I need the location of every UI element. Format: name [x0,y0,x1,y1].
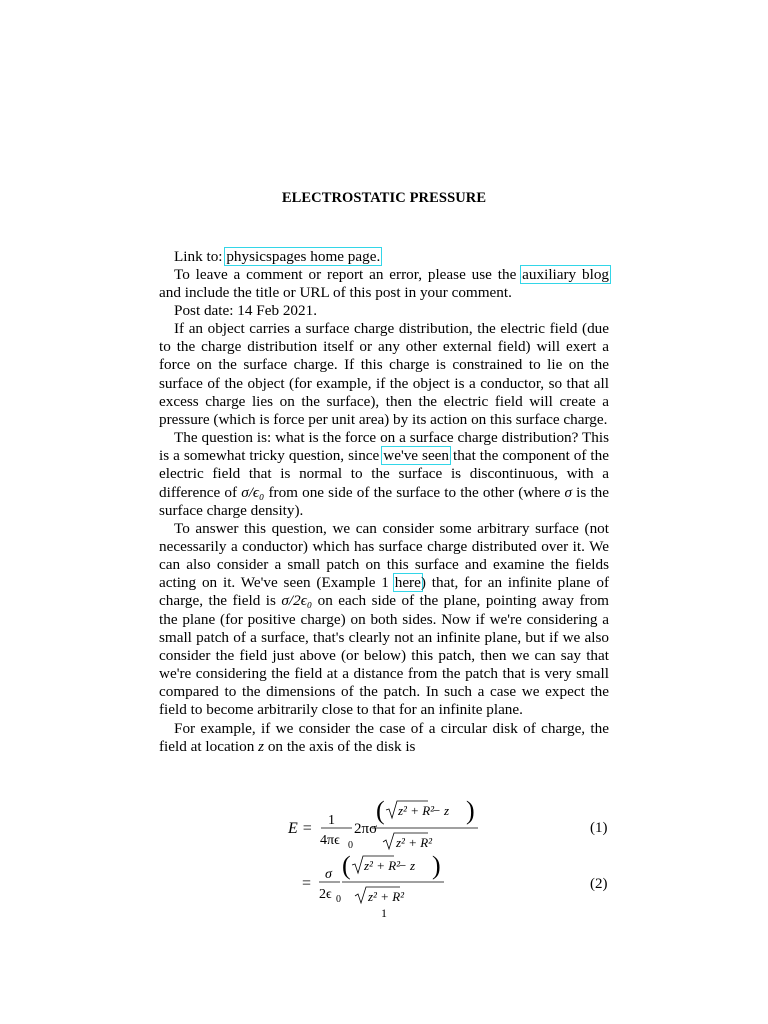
paragraph-answer [159,520,609,720]
eq1-frac-denominator: 4πϵ [320,833,340,848]
answer-text-3: on each side of the plane, pointing away from the plane (for positive charge) on both sides. Now if we're considering a small patch of a surface, that's clearly not an infinite plane, but if we also consider the field just above (or below) this patch, then we can say that we're considering the field at a distance from the patch that is very small compared to the dimensions of the patch. In such a case we expect the field to become arbitrarily close to that for an infinite plane. [159,592,609,719]
eq2-minus-z: − z [398,858,416,873]
auxiliary-blog-link[interactable]: auxiliary blog [522,265,610,283]
eq1-two-pi-sigma: 2πσ [354,821,378,837]
equation-2 [0,852,768,908]
eq1-lhs: E = [288,820,313,837]
paragraph-link [159,248,609,266]
here-link[interactable]: here [394,574,421,592]
paper-title: ELECTROSTATIC PRESSURE [281,190,487,206]
equation-1-math [280,798,490,858]
eq1-subscript: 0 [348,840,353,851]
question-text-3: from one side of the surface to the other (where [264,483,565,501]
eq1-left-paren: ( [376,796,385,825]
question-text-2: that the component of the electric field that is normal to the surface is discontinuous, with a difference of [159,447,609,501]
eq1-right-paren: ) [466,796,475,825]
body-text [159,248,609,756]
z-symbol: z [258,737,265,755]
paragraph-example [159,720,609,756]
eq1-sqrt-body-top: z² + R² [398,803,435,818]
question-text-1: The question is: what is the force on a surface charge distribution? This is a somewhat tricky question, since [159,429,609,465]
eq2-sqrt-body-top: z² + R² [364,858,401,873]
eq2-frac-numerator: σ [325,867,332,882]
weve-seen-link[interactable]: we've seen [383,447,450,465]
link-prefix: Link to: [174,247,227,265]
eq2-frac-denominator: 2ϵ [319,887,332,902]
equation-2-math [280,852,490,912]
answer-text-2: ) that, for an infinite plane of charge, the field is [159,574,609,610]
equation-1-number: (1) [590,820,608,836]
eq1-sqrt-body-bottom: z² + R² [396,835,433,850]
eq2-sqrt-body-bottom: z² + R² [368,889,405,904]
answer-text-1: To answer this question, we can consider some arbitrary surface (not necessarily a conductor) which has surface charge distributed over it. We can also consider a small patch on this surface and examine the fields acting on it. We've seen (Example 1 [159,519,609,592]
home-page-link[interactable]: physicspages home page. [226,247,381,265]
paragraph-post-date: Post date: 14 Feb 2021. [174,301,318,319]
example-text-1: For example, if we consider the case of a circular disk of charge, the field at location [159,719,609,755]
eq2-lhs: = [302,875,312,892]
comment-text-start: To leave a comment or report an error, please use the [174,265,523,283]
paragraph-comment [159,266,609,302]
eq2-right-paren: ) [432,851,441,880]
equation-1 [0,798,768,854]
sigma-over-epsilon: σ/ϵ₀ [241,483,265,501]
eq2-subscript: 0 [336,894,341,905]
page-number: 1 [381,906,387,920]
sigma-symbol: σ [564,483,573,501]
sigma-over-2-epsilon: σ/2ϵ₀ [281,592,313,610]
eq1-minus-z: − z [432,803,450,818]
comment-text-end: and include the title or URL of this post in your comment. [159,283,512,301]
eq2-left-paren: ( [342,851,351,880]
equation-2-number: (2) [590,876,608,892]
paragraph-question [159,429,609,520]
example-text-2: on the axis of the disk is [264,737,416,755]
question-text-4: is the surface charge density). [159,483,609,519]
paragraph-intro: If an object carries a surface charge distribution, the electric field (due to the charge distribution itself or any other external field) will exert a force on the surface charge. If this charge is constrained to lie on the surface of the object (for example, if the object is a conductor, so that all excess charge lies on the surface), then the electric field will create a pressure (which is force per unit area) by its action on this surface charge. [159,320,609,428]
eq1-frac-numerator: 1 [328,813,335,828]
